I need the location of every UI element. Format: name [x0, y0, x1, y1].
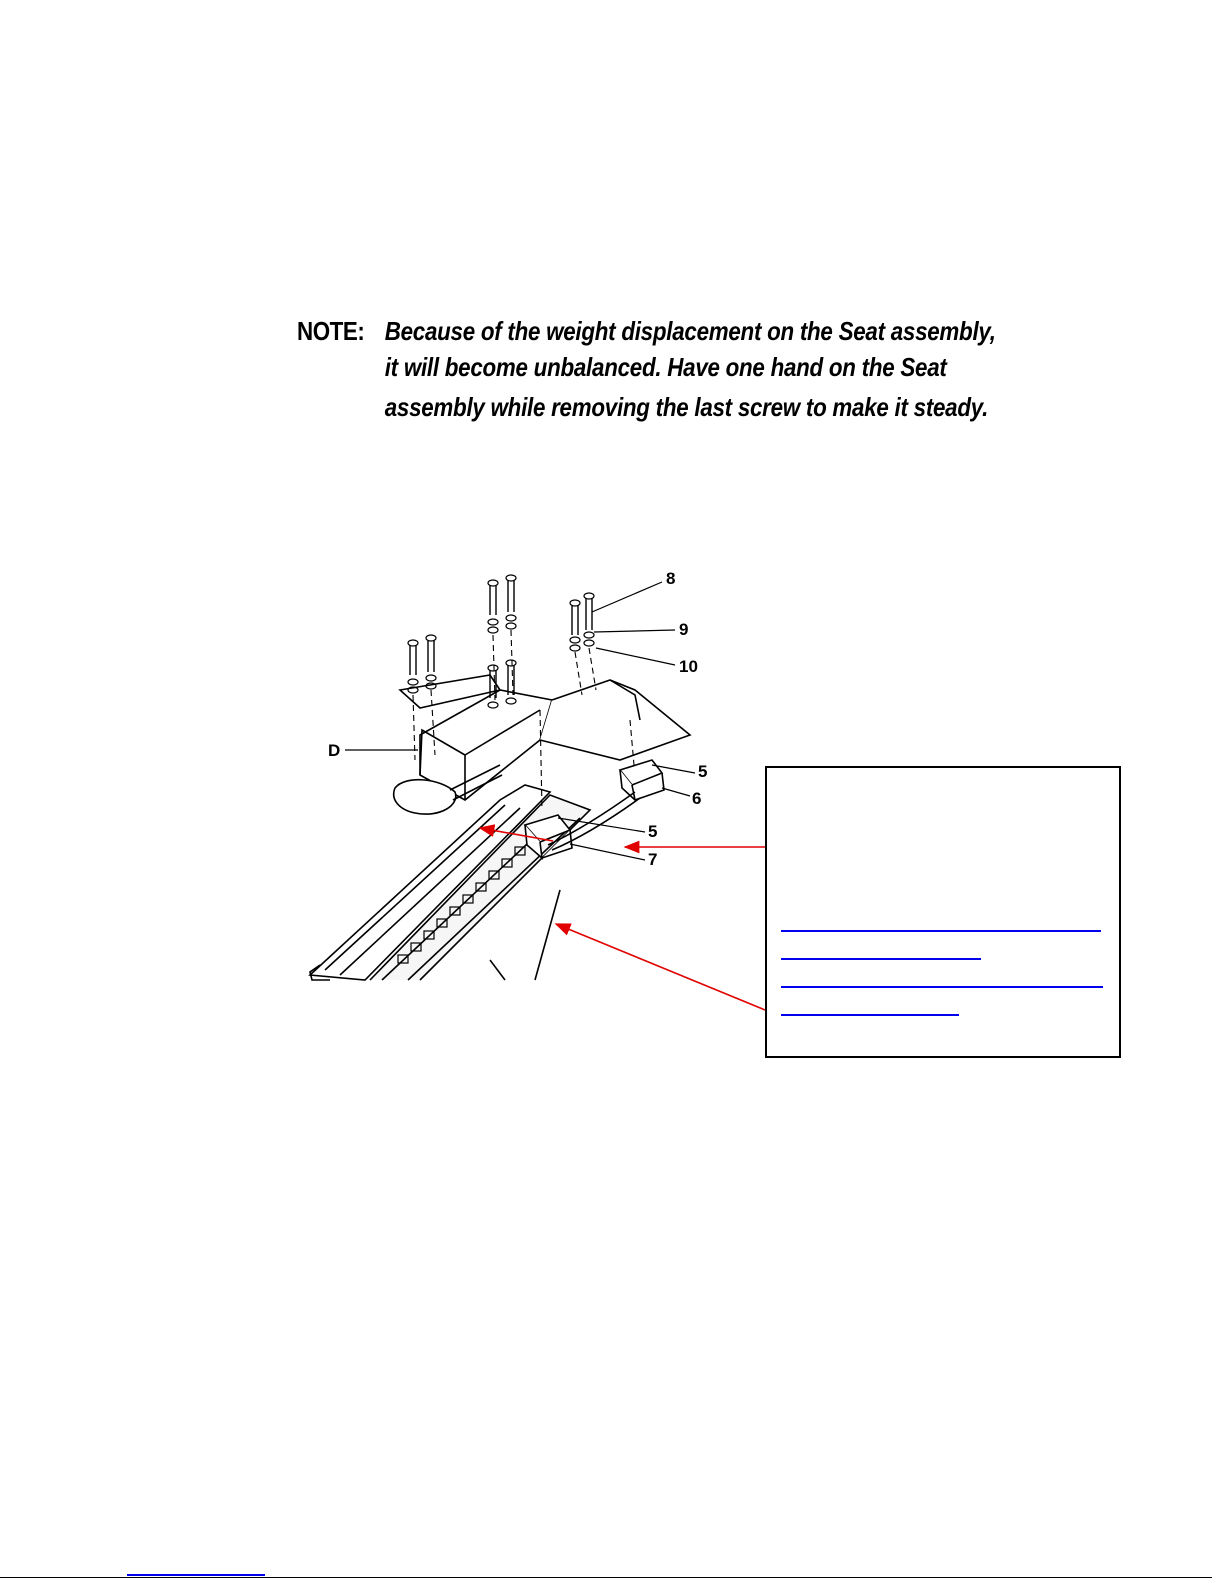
footer-rule	[0, 1577, 1212, 1578]
note-label: NOTE:	[297, 316, 365, 346]
diagram-drawing	[310, 575, 690, 980]
note-line-3: assembly while removing the last screw to make it steady.	[384, 392, 989, 422]
comment-link-underline-2[interactable]	[781, 958, 981, 960]
callout-5-lower: 5	[648, 822, 658, 841]
footer-link-underline[interactable]	[127, 1574, 265, 1576]
callout-10: 10	[679, 657, 698, 676]
callout-5-upper: 5	[698, 762, 708, 781]
comment-link-underline-4[interactable]	[781, 1014, 959, 1016]
callout-d: D	[328, 741, 341, 760]
callout-7: 7	[648, 850, 658, 869]
note-line-2: it will become unbalanced. Have one hand on the Seat	[384, 352, 947, 382]
callout-8: 8	[666, 569, 676, 588]
comment-link-underline-1[interactable]	[781, 930, 1101, 932]
callout-9: 9	[679, 620, 689, 639]
seat-assembly-diagram	[290, 560, 730, 990]
comment-box	[765, 766, 1121, 1058]
note-line-1: Because of the weight displacement on the Seat assembly,	[384, 316, 996, 346]
diagram-svg	[290, 560, 730, 990]
callout-6: 6	[692, 789, 702, 808]
comment-link-underline-3[interactable]	[781, 986, 1103, 988]
